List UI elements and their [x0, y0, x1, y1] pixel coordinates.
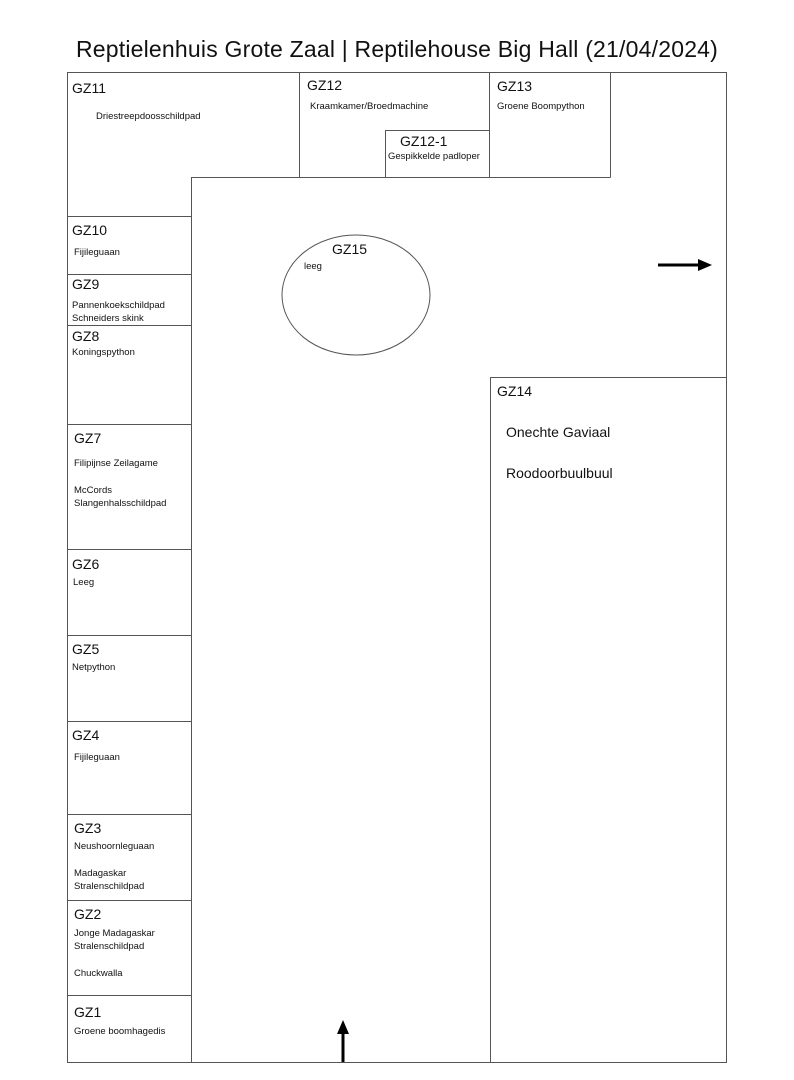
- gz2-animal-2: Stralenschildpad: [74, 941, 145, 952]
- gz8-animal: Koningspython: [72, 347, 135, 358]
- gz12-code: GZ12: [307, 77, 343, 93]
- gz7-animal-2: McCords: [74, 485, 113, 496]
- gz10-code: GZ10: [72, 222, 108, 238]
- gz15-code: GZ15: [332, 241, 368, 257]
- page-title: Reptielenhuis Grote Zaal | Reptilehouse Big Hall (21/04/2024): [75, 36, 719, 62]
- gz9-code: GZ9: [72, 276, 100, 292]
- gz12-1-code: GZ12-1: [400, 133, 448, 149]
- gz12-animal: Kraamkamer/Broedmachine: [310, 101, 429, 112]
- gz6-animal: Leeg: [73, 577, 95, 588]
- gz5-animal: Netpython: [72, 662, 116, 673]
- gz13-code: GZ13: [497, 78, 533, 94]
- gz9-animal-2: Schneiders skink: [72, 313, 144, 324]
- gz2-animal-3: Chuckwalla: [74, 968, 123, 979]
- gz3-code: GZ3: [74, 820, 102, 836]
- gz6-code: GZ6: [72, 556, 100, 572]
- gz3-animal-2: Madagaskar: [74, 868, 127, 879]
- gz13-animal: Groene Boompython: [497, 101, 585, 112]
- gz5-code: GZ5: [72, 641, 100, 657]
- gz2-code: GZ2: [74, 906, 102, 922]
- gz14-animal-2: Roodoorbuulbuul: [506, 465, 613, 481]
- gz10-animal: Fijileguaan: [74, 247, 120, 258]
- gz8-code: GZ8: [72, 328, 100, 344]
- corridor-edge: [192, 178, 611, 1063]
- gz12-1-animal: Gespikkelde padloper: [388, 151, 480, 162]
- gz1-animal: Groene boomhagedis: [74, 1026, 166, 1037]
- gz15-animal: leeg: [304, 261, 322, 272]
- gz2-animal-1: Jonge Madagaskar: [74, 928, 155, 939]
- gz7-animal-3: Slangenhalsschildpad: [74, 498, 167, 509]
- gz14-code: GZ14: [497, 383, 533, 399]
- gz11-code: GZ11: [72, 80, 106, 96]
- gz7-code: GZ7: [74, 430, 102, 446]
- gz3-animal-1: Neushoornleguaan: [74, 841, 155, 852]
- gz3-animal-3: Stralenschildpad: [74, 881, 145, 892]
- gz1-code: GZ1: [74, 1004, 102, 1020]
- gz14-animal-1: Onechte Gaviaal: [506, 424, 611, 440]
- hall-outline: [68, 73, 727, 1063]
- gz9-animal-1: Pannenkoekschildpad: [72, 300, 165, 311]
- gz11-animal: Driestreepdoosschildpad: [96, 111, 201, 122]
- gz4-code: GZ4: [72, 727, 100, 743]
- arrow-right-icon: [658, 259, 712, 271]
- gz7-animal-1: Filipijnse Zeilagame: [74, 458, 158, 469]
- arrow-up-icon: [337, 1020, 349, 1062]
- gz4-animal: Fijileguaan: [74, 752, 120, 763]
